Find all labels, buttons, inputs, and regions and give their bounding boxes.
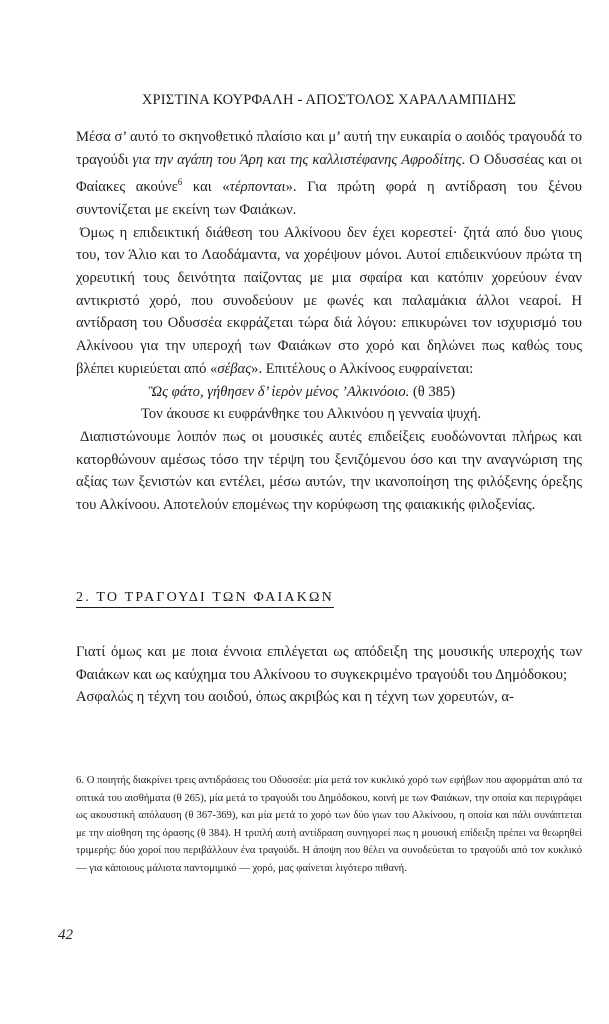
paragraph-1	[76, 126, 582, 222]
paragraph-1-italic-title: για την αγάπη του Άρη και της καλλιστέφανης Αφροδίτης	[132, 151, 462, 168]
main-text	[76, 126, 582, 517]
section-paragraph-1: Γιατί όμως και με ποια έννοια επιλέγεται ως απόδειξη της μουσικής υπεροχής των Φαιάκων και ως καύχημα του Αλκίνοου το συγκεκριμένο τραγούδι του Δημόδοκου;	[76, 644, 582, 683]
paragraph-2-text-a: Όμως η επιδεικτική διάθεση του Αλκίνοου δεν έχει κορεστεί· ζητά από δυο γιους του, τον Άλιο και το Λαοδάμαντα, να χορέψουν μόνοι. Αυτοί επιδεικνύουν πρώτα τη χορευτική τους δεινότητα παίζοντας με μια σφαίρα και κατόπιν χορεύουν έναν αντικριστό χορό, που συνοδεύουν με φωνές και παλαμάκια άλλοι νεαροί. Η αντίδραση του Οδυσσέα εκφράζεται τώρα διά λόγου: επικυρώνει τον ισχυρισμό του Αλκίνοου για την υπεροχή των Φαιάκων στο χορό και δηλώνει πως καθώς τους βλέπει κυριεύεται από «	[76, 224, 582, 377]
footnote-marker-6[interactable]: 6	[177, 177, 183, 188]
page-number: 42	[58, 927, 73, 943]
paragraph-2-text-b: ». Επιτέλους ο Αλκίνοος ευφραίνεται:	[251, 360, 474, 377]
paragraph-3: Διαπιστώνουμε λοιπόν πως οι μουσικές αυτές επιδείξεις ευοδώνονται πλήρως και κατορθώνουν αμέσως τόσο την τέρψη του ξενιζόμενου όσο και την αναγνώριση της αξίας των ξενιστών και εντέλει, μέσω αυτών, την ικανοποίηση της φιλόξενης όρεξης του Αλκίνοου. Αποτελούν επομένως την κορύφωση της φαιακικής φιλοξενίας.	[76, 429, 582, 514]
greek-quotation-text: Ὣς φάτο, γήθησεν δ’ ἱερὸν μένος ’Αλκινόοιο.	[148, 383, 410, 400]
paragraph-1-italic-word: τέρπονται	[229, 179, 286, 196]
paragraph-1-text-c: και «	[182, 179, 230, 196]
paragraph-1-text-a: Μέσα σ’ αυτό το σκηνοθετικό πλαίσιο και μ’ αυτή την ευκαιρία ο αοιδός τραγουδά το τραγούδι	[76, 129, 582, 168]
paragraph-1-text-b: . Ο Οδυσσέας και οι Φαίακες ακούνε	[76, 151, 583, 196]
paragraph-1-text-d: ». Για πρώτη φορά η αντίδραση του ξένου συντονίζεται με εκείνη των Φαιάκων.	[76, 179, 582, 218]
footnote-text: 6. Ο ποιητής διακρίνει τρεις αντιδράσεις του Οδυσσέα: μία μετά τον κυκλικό χορό των εφήβων που αφορμάται από τα οπτικά του αισθήματα (θ 265), μία μετά το τραγούδι του Δημόδοκου, κοινή με των Φαιάκων, την οποία και περιγράφει ως ακουστική απόλαυση (θ 367-369), και μία μετά το χορό των δύο γιων του Αλκίνοου, η οποία και πάλι συνάπτεται με την αίσθηση της όρασης (θ 384). Η τριπλή αυτή αντίδραση συνηγορεί πως η μουσική επίδειξη πρέπει να θεωρηθεί τριμερής: δύο χοροί που περιβάλλουν ένα τραγούδι. Η άποψη που θέλει να συνοδεύεται το τραγούδι από τον κυκλικό — για κάποιους μάλιστα παντομιμικό — χορό, μας φαίνεται λιγότερο πιθανή.	[76, 775, 582, 874]
section-heading: 2. ΤΟ ΤΡΑΓΟΥΔΙ ΤΩΝ ΦΑΙΑΚΩΝ	[76, 590, 334, 608]
greek-quotation	[76, 381, 582, 404]
quotation-translation: Τον άκουσε κι ευφράνθηκε του Αλκινόου η γενναία ψυχή.	[141, 406, 482, 423]
section-paragraph-2: Ασφαλώς η τέχνη του αοιδού, όπως ακριβώς και η τέχνη των χορευτών, α-	[76, 689, 514, 706]
section-text	[76, 641, 582, 709]
paragraph-2	[76, 222, 582, 381]
footnote-6	[76, 772, 582, 878]
paragraph-2-italic-word: σέβας	[217, 360, 252, 377]
running-head: ΧΡΙΣΤΙΝΑ ΚΟΥΡΦΑΛΗ - ΑΠΟΣΤΟΛΟΣ ΧΑΡΑΛΑΜΠΙΔΗΣ	[141, 92, 517, 108]
greek-quotation-reference: (θ 385)	[412, 383, 456, 400]
